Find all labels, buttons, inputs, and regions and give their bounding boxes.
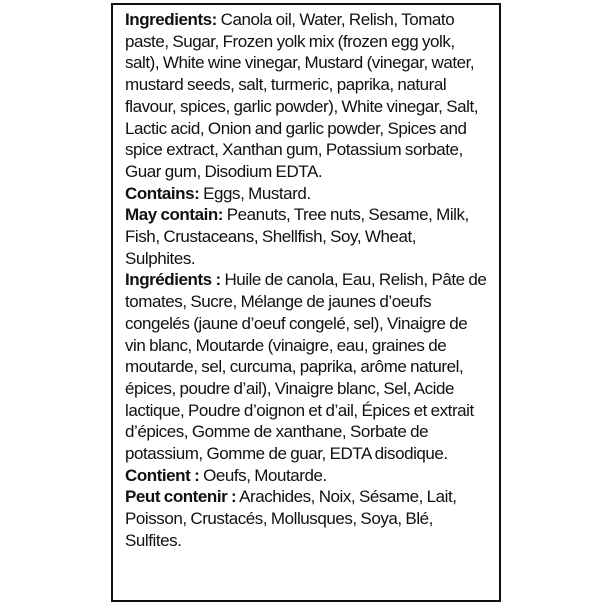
may-contain-fr-heading: Peut contenir : xyxy=(125,487,237,507)
contains-en-heading: Contains: xyxy=(125,183,200,203)
may-contain-en-section xyxy=(125,204,489,269)
ingredients-fr-text: Huile de canola, Eau, Relish, Pâte de tomates, Sucre, Mélange de jaunes d’oeufs congelés (jaune d’oeuf congelé, sel), Vinaigre de vin blanc, Moutarde (vinaigre, eau, graines de moutarde, sel, curcuma, paprika, arôme naturel, épices, poudre d’ail), Vinaigre blanc, Sel, Acide lactique, Poudre d’oignon et d’ail, Épices et extrait d’épices, Gomme de xanthane, Sorbate de potassium, Gomme de guar, EDTA disodique. xyxy=(125,270,487,464)
contains-en-section xyxy=(125,183,489,205)
ingredient-label-panel xyxy=(111,3,501,602)
ingredients-en-section xyxy=(125,9,489,183)
may-contain-en-text: Peanuts, Tree nuts, Sesame, Milk, Fish, Crustaceans, Shellfish, Soy, Wheat, Sulphites. xyxy=(125,205,469,268)
may-contain-fr-text: Arachides, Noix, Sésame, Lait, Poisson, Crustacés, Mollusques, Soya, Blé, Sulfites. xyxy=(125,487,457,550)
ingredients-en-heading: Ingredients: xyxy=(125,10,217,29)
contains-fr-section xyxy=(125,465,489,487)
may-contain-fr-section xyxy=(125,486,489,551)
ingredients-en-text: Canola oil, Water, Relish, Tomato paste, Sugar, Frozen yolk mix (frozen egg yolk, salt), White wine vinegar, Mustard (vinegar, water, mustard seeds, salt, turmeric, paprika, natural flavour, spices, garlic powder), White vinegar, Salt, Lactic acid, Onion and garlic powder, Spices and spice extract, Xanthan gum, Potassium sorbate, Guar gum, Disodium EDTA. xyxy=(125,10,478,181)
ingredients-fr-heading: Ingrédients : xyxy=(125,270,221,290)
contains-en-text: Eggs, Mustard. xyxy=(199,183,311,203)
ingredients-fr-section xyxy=(125,269,489,464)
contains-fr-heading: Contient : xyxy=(125,465,200,485)
may-contain-en-heading: May contain: xyxy=(125,205,224,225)
contains-fr-text: Oeufs, Moutarde. xyxy=(199,465,327,485)
